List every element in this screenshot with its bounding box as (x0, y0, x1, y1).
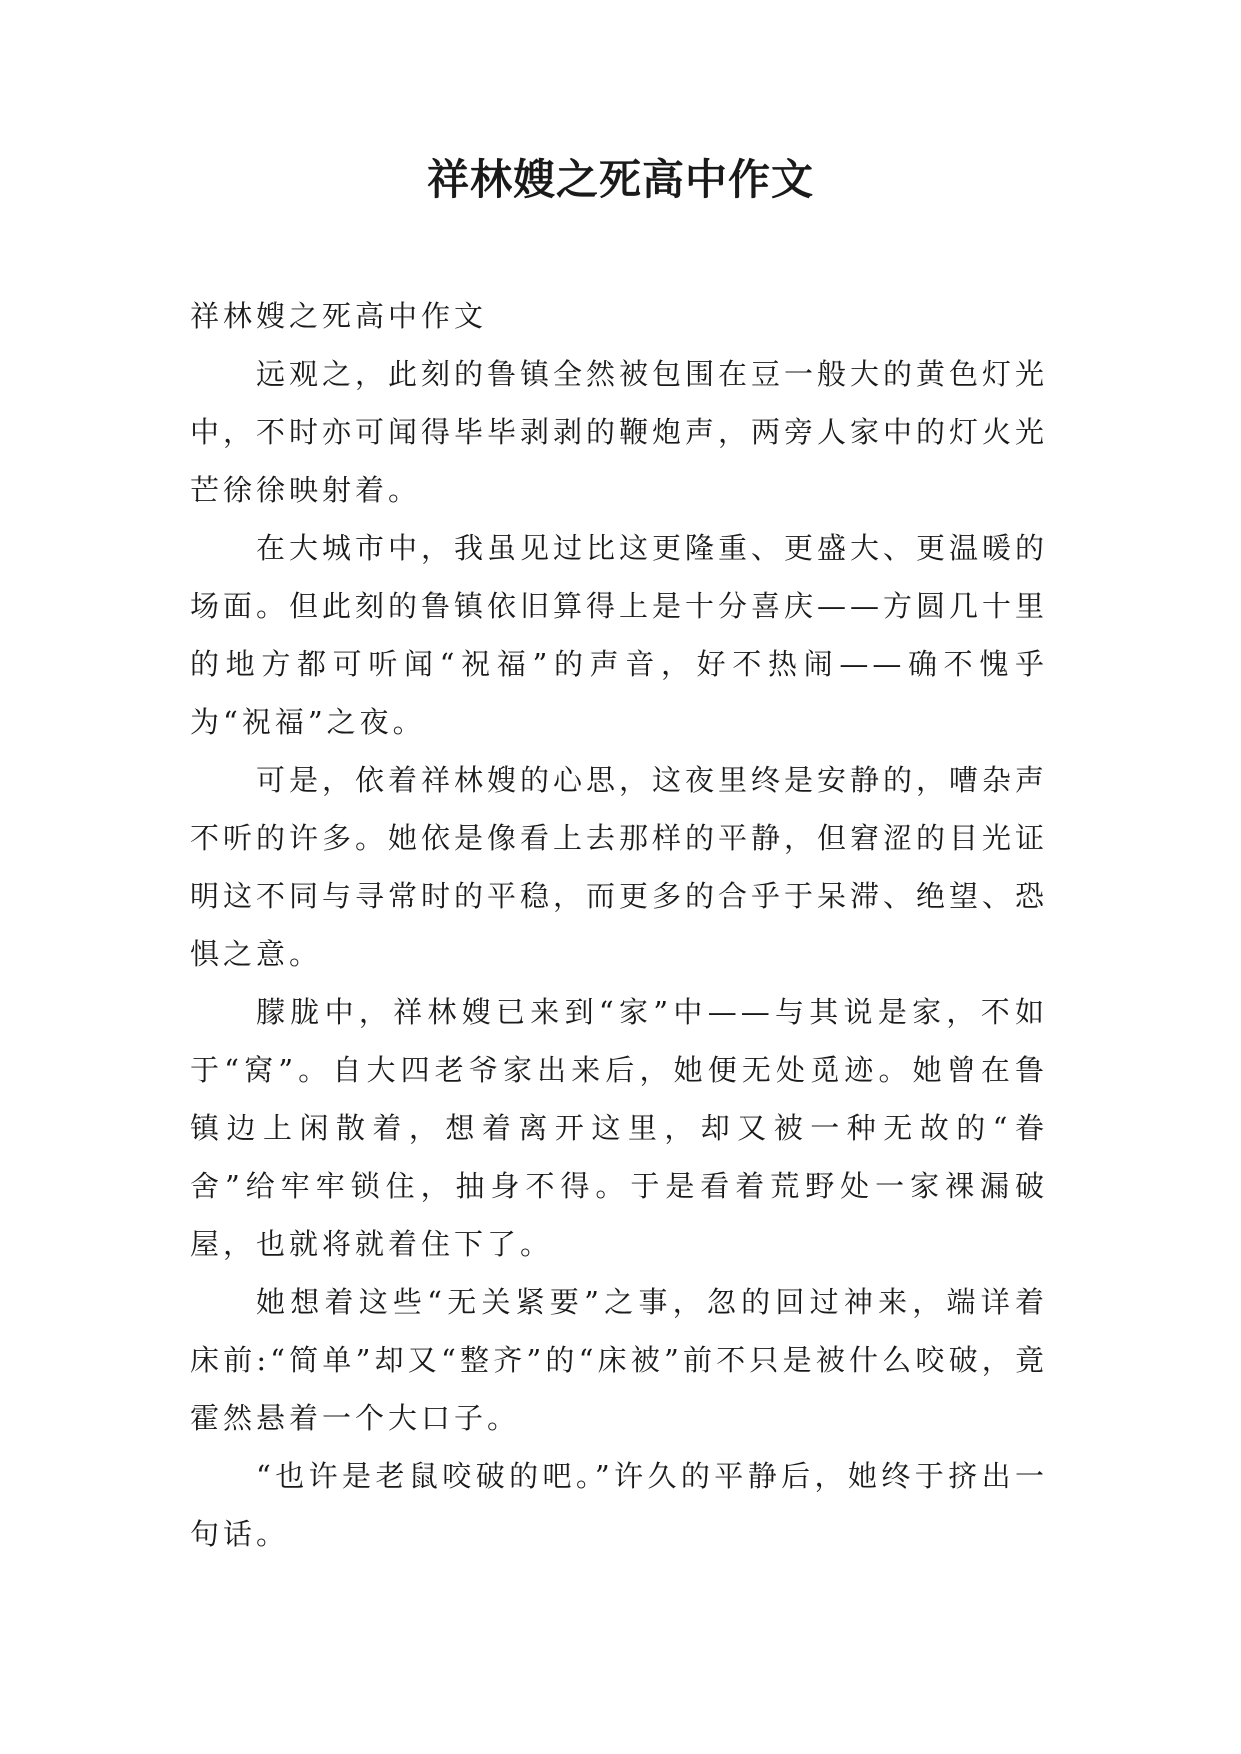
document-body (190, 287, 1048, 1563)
paragraph: 远观之，此刻的鲁镇全然被包围在豆一般大的黄色灯光中，不时亦可闻得毕毕剥剥的鞭炮声，两旁人家中的灯火光芒徐徐映射着。 (190, 357, 1049, 507)
document-title: 祥林嫂之死高中作文 (426, 155, 814, 204)
paragraph: “也许是老鼠咬破的吧。”许久的平静后，她终于挤出一句话。 (190, 1459, 1048, 1551)
paragraph: 朦胧中，祥林嫂已来到“家”中——与其说是家，不如于“窝”。自大四老爷家出来后，她便无处觅迹。她曾在鲁镇边上闲散着，想着离开这里，却又被一种无故的“眷舍”给牢牢锁住，抽身不得。于是看着荒野处一家裸漏破屋，也就将就着住下了。 (190, 995, 1048, 1261)
paragraph: 在大城市中，我虽见过比这更隆重、更盛大、更温暖的场面。但此刻的鲁镇依旧算得上是十分喜庆——方圆几十里的地方都可听闻“祝福”的声音，好不热闹——确不愧乎为“祝福”之夜。 (190, 531, 1049, 739)
document-subtitle: 祥林嫂之死高中作文 (190, 299, 488, 333)
paragraph: 她想着这些“无关紧要”之事，忽的回过神来，端详着床前:“简单”却又“整齐”的“床被”前不只是被什么咬破，竟霍然悬着一个大口子。 (190, 1285, 1048, 1435)
paragraph: 可是，依着祥林嫂的心思，这夜里终是安静的，嘈杂声不听的许多。她依是像看上去那样的平静，但窘涩的目光证明这不同与寻常时的平稳，而更多的合乎于呆滞、绝望、恐惧之意。 (190, 763, 1049, 971)
